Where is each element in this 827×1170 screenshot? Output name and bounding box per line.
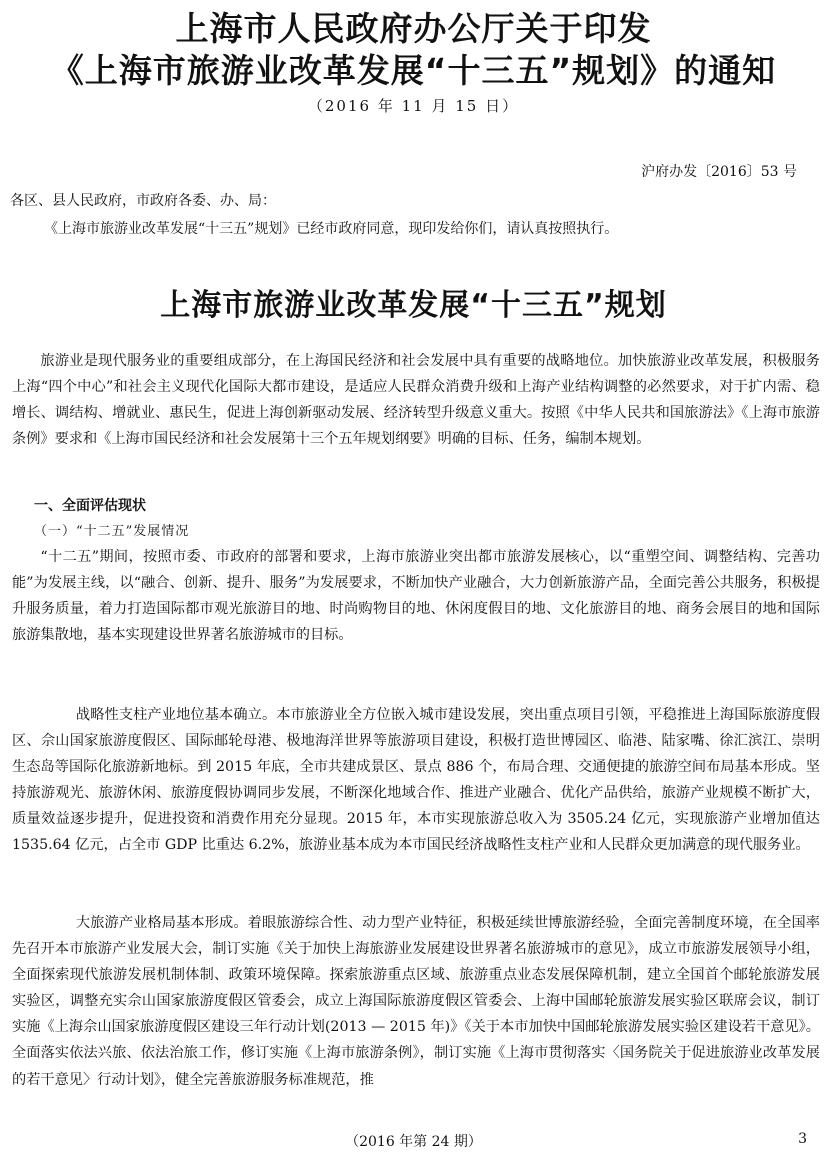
notice-title-line2: 《上海市旅游业改革发展“十三五”规划》的通知: [50, 51, 777, 90]
intro-paragraph-block: [12, 348, 820, 452]
addressee-line: 各区、县人民政府，市政府各委、办、局：: [10, 193, 276, 209]
notice-date: （2016 年 11 月 15 日）: [307, 97, 520, 115]
paragraph-3: 战略性支柱产业地位基本确立。本市旅游业全方位嵌入城市建设发展，突出重点项目引领，平稳推进上海国际旅游度假区、佘山国家旅游度假区、国际邮轮母港、极地海洋世界等旅游项目建设，积极打造世博园区、临港、陆家嘴、徐汇滨江、崇明生态岛等国际化旅游新地标。到 2015 年底，全市共建成景区、景点 886 个，布局合理、交通便捷的旅游空间布局基本形成。坚持旅游观光、旅游休闲、旅游度假协调同步发展，不断深化地域合作、推进产业融合、优化产品供给，旅游产业规模不断扩大，质量效益逐步提升，促进投资和消费作用充分显现。2015 年，本市实现旅游总收入为 3505.24 亿元，实现旅游产业增加值达 1535.64 亿元，占全市 GDP 比重达 6.2%，旅游业基本成为本市国民经济战略性支柱产业和人民群众更加满意的现代服务业。: [12, 707, 820, 854]
paragraph-2: “十二五”期间，按照市委、市政府的部署和要求，上海市旅游业突出都市旅游发展核心，以“重塑空间、调整结构、完善功能”为发展主线，以“融合、创新、提升、服务”为发展要求，不断加快产业融合，大力创新旅游产品，全面完善公共服务，积极提升服务质量，着力打造国际都市观光旅游目的地、时尚购物目的地、休闲度假目的地、文化旅游目的地、商务会展目的地和国际旅游集散地，基本实现建设世界著名旅游城市的目标。: [12, 549, 820, 644]
paragraph-block-4: [12, 910, 820, 1093]
paragraph-block-2: [12, 544, 820, 648]
paragraph-4: 大旅游产业格局基本形成。着眼旅游综合性、动力型产业特征，积极延续世博旅游经验，全面完善制度环境，在全国率先召开本市旅游产业发展大会，制订实施《关于加快上海旅游业发展建设世界著名旅游城市的意见》，成立市旅游发展领导小组，全面探索现代旅游发展机制体制、政策环境保障。探索旅游重点区域、旅游重点业态发展保障机制，建立全国首个邮轮旅游发展实验区，调整充实佘山国家旅游度假区管委会，成立上海国际旅游度假区管委会、上海中国邮轮旅游发展实验区联席会议，制订实施《上海佘山国家旅游度假区建设三年行动计划(2013 — 2015 年)》《关于本市加快中国邮轮旅游发展实验区建设若干意见》。全面落实依法兴旅、依法治旅工作，修订实施《上海市旅游条例》，制订实施《上海市贯彻落实〈国务院关于促进旅游业改革发展的若干意见〉行动计划》，健全完善旅游服务标准规范，推: [12, 915, 820, 1088]
notice-title-line1: 上海市人民政府办公厅关于印发: [175, 9, 652, 48]
intro-paragraph: 旅游业是现代服务业的重要组成部分，在上海国民经济和社会发展中具有重要的战略地位。加快旅游业改革发展，积极服务上海“四个中心”和社会主义现代化国际大都市建设，是适应人民群众消费升级和上海产业结构调整的必然要求，对于扩内需、稳增长、调结构、增就业、惠民生，促进上海创新驱动发展、经济转型升级意义重大。按照《中华人民共和国旅游法》《上海市旅游条例》要求和《上海市国民经济和社会发展第十三个五年规划纲要》明确的目标、任务，编制本规划。: [12, 353, 820, 448]
section-heading: 一、全面评估现状: [34, 498, 146, 514]
plan-title: 上海市旅游业改革发展“十三五”规划: [160, 288, 667, 323]
page-number: 3: [798, 1131, 807, 1147]
notice-text: 《上海市旅游业改革发展“十三五”规划》已经市政府同意，现印发给你们，请认真按照执行。: [44, 221, 619, 237]
document-number: 沪府办发〔2016〕53 号: [641, 164, 797, 180]
issue-footer: （2016 年第 24 期）: [345, 1134, 482, 1150]
paragraph-block-3: [12, 702, 820, 859]
subsection-heading: （一）“十二五”发展情况: [34, 524, 190, 539]
